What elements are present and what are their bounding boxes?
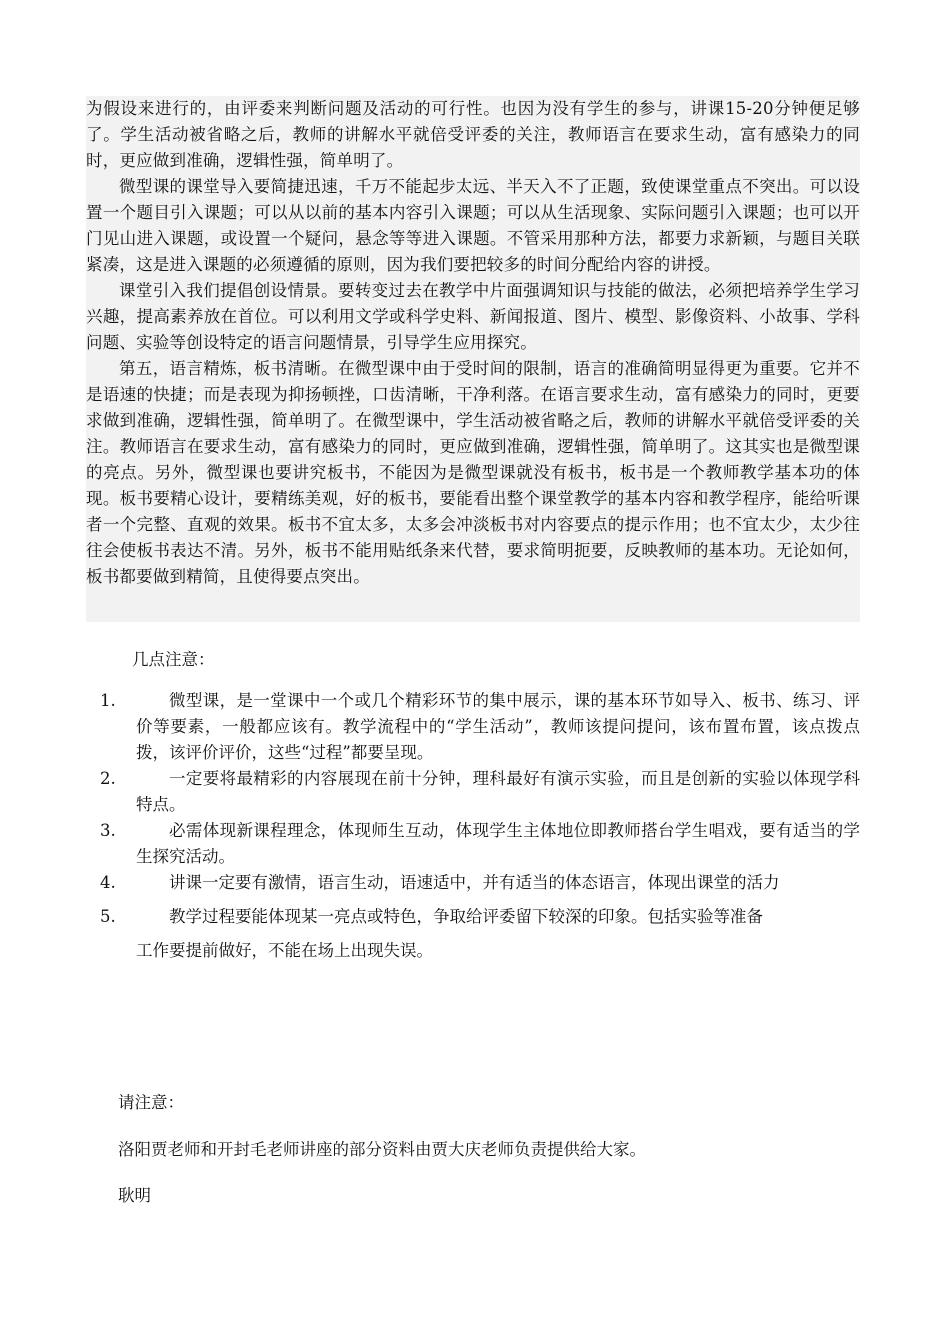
list-item: [100, 904, 860, 930]
list-item-text: 必需体现新课程理念，体现师生互动，体现学生主体地位即教师搭台学生唱戏，要有适当的学生探究活动。: [136, 821, 860, 866]
notes-list: [100, 688, 860, 930]
notes-heading: 几点注意：: [132, 650, 215, 669]
footer-label: 请注意：: [118, 1093, 184, 1112]
body-paragraph-4: 第五，语言精炼，板书清晰。在微型课中由于受时间的限制，语言的准确简明显得更为重要。它并不是语速的快捷；而是表现为抑扬顿挫，口齿清晰，干净利落。在语言要求生动，富有感染力的同时，更要求做到准确，逻辑性强，简单明了。在微型课中，学生活动被省略之后，教师的讲解水平就倍受评委的关注。教师语言在要求生动，富有感染力的同时，更应做到准确，逻辑性强，简单明了。这其实也是微型课的亮点。另外，微型课也要讲究板书，不能因为是微型课就没有板书，板书是一个教师教学基本功的体现。板书要精心设计，要精练美观，好的板书，要能看出整个课堂教学的基本内容和教学程序，能给听课者一个完整、直观的效果。板书不宜太多，太多会冲淡板书对内容要点的提示作用；也不宜太少，太少往往会使板书表达不清。另外，板书不能用贴纸条来代替，要求简明扼要，反映教师的基本功。无论如何，板书都要做到精简，且使得要点突出。: [86, 359, 860, 586]
list-item-number: 3.: [100, 821, 116, 840]
list-item-text: 一定要将最精彩的内容展现在前十分钟，理科最好有演示实验，而且是创新的实验以体现学科特点。: [136, 769, 860, 814]
body-paragraph-2: 微型课的课堂导入要简捷迅速，千万不能起步太远、半天入不了正题，致使课堂重点不突出。可以设置一个题目引入课题；可以从以前的基本内容引入课题；可以从生活现象、实际问题引入课题；也可以开门见山进入课题，或设置一个疑问，悬念等等进入课题。不管采用那种方法，都要力求新颖，与题目关联紧凑，这是进入课题的必须遵循的原则，因为我们要把较多的时间分配给内容的讲授。: [86, 177, 860, 274]
list-item-number: 1.: [100, 691, 116, 710]
list-item-number: 5.: [100, 907, 116, 926]
footer-signature: 耿明: [118, 1186, 151, 1205]
footer-text: 洛阳贾老师和开封毛老师讲座的部分资料由贾大庆老师负责提供给大家。: [118, 1140, 646, 1159]
body-paragraph-3: 课堂引入我们提倡创设情景。要转变过去在教学中片面强调知识与技能的做法，必须把培养学生学习兴趣，提高素养放在首位。可以利用文学或科学史料、新闻报道、图片、模型、影像资料、小故事、学科问题、实验等创设特定的语言问题情景，引导学生应用探究。: [86, 281, 860, 352]
list-item-continuation: 工作要提前做好，不能在场上出现失误。: [136, 941, 433, 960]
list-item-number: 2.: [100, 769, 116, 788]
list-item-number: 4.: [100, 873, 116, 892]
list-item: [100, 688, 860, 766]
list-item-text: 教学过程要能体现某一亮点或特色，争取给评委留下较深的印象。包括实验等准备: [169, 907, 763, 926]
list-item: [100, 870, 860, 896]
list-item-text: 微型课，是一堂课中一个或几个精彩环节的集中展示，课的基本环节如导入、板书、练习、评价等要素，一般都应该有。教学流程中的“学生活动”，教师该提问提问，该布置布置，该点拨点拨，该评价评价，这些“过程”都要呈现。: [136, 691, 860, 762]
list-item: [100, 818, 860, 870]
list-item-text: 讲课一定要有激情，语言生动，语速适中，并有适当的体态语言，体现出课堂的活力: [169, 873, 780, 892]
shaded-text-block: [86, 96, 860, 622]
list-item: [100, 766, 860, 818]
body-paragraph-1: 为假设来进行的，由评委来判断问题及活动的可行性。也因为没有学生的参与，讲课15-20分钟便足够了。学生活动被省略之后，教师的讲解水平就倍受评委的关注，教师语言在要求生动，富有感染力的同时，更应做到准确，逻辑性强，简单明了。: [86, 99, 860, 170]
